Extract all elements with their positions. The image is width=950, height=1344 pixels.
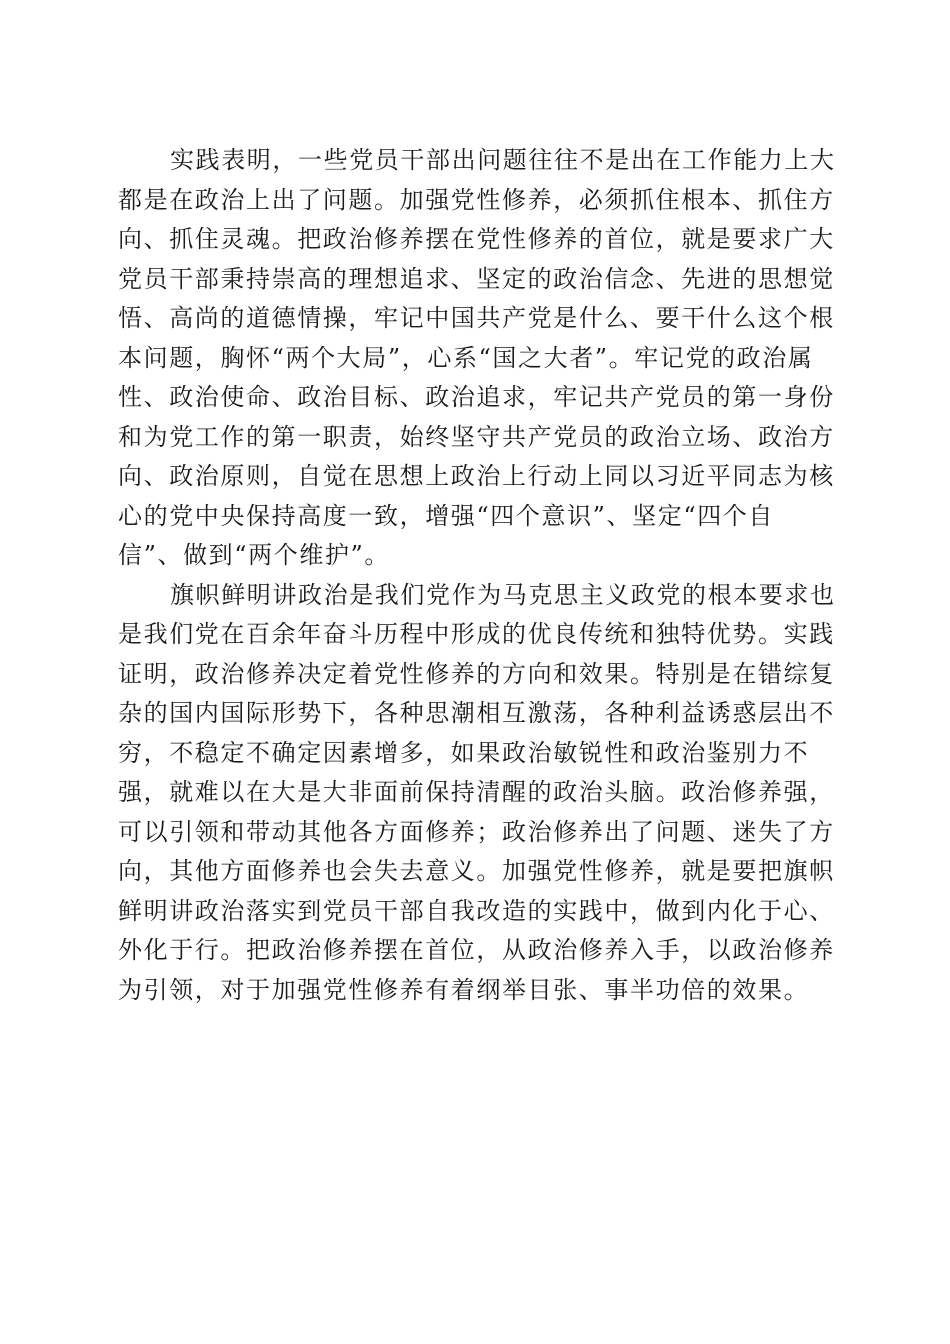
paragraph-2: 旗帜鲜明讲政治是我们党作为马克思主义政党的根本要求也是我们党在百余年奋斗历程中形成的优良传统和独特优势。实践证明，政治修养决定着党性修养的方向和效果。特别是在错综复杂的国内国际形势下，各种思潮相互激荡，各种利益诱惑层出不穷，不稳定不确定因素增多，如果政治敏锐性和政治鉴别力不强，就难以在大是大非面前保持清醒的政治头脑。政治修养强，可以引领和带动其他各方面修养；政治修养出了问题、迷失了方向，其他方面修养也会失去意义。加强党性修养，就是要把旗帜鲜明讲政治落实到党员干部自我改造的实践中，做到内化于心、外化于行。把政治修养摆在首位，从政治修养入手，以政治修养为引领，对于加强党性修养有着纲举目张、事半功倍的效果。	[118, 580, 836, 1004]
document-body	[118, 141, 838, 1010]
paragraph-1: 实践表明，一些党员干部出问题往往不是出在工作能力上大都是在政治上出了问题。加强党性修养，必须抓住根本、抓住方向、抓住灵魂。把政治修养摆在党性修养的首位，就是要求广大党员干部秉持崇高的理想追求、坚定的政治信念、先进的思想觉悟、高尚的道德情操，牢记中国共产党是什么、要干什么这个根本问题，胸怀“两个大局”，心系“国之大者”。牢记党的政治属性、政治使命、政治目标、政治追求，牢记共产党员的第一身份和为党工作的第一职责，始终坚守共产党员的政治立场、政治方向、政治原则，自觉在思想上政治上行动上同以习近平同志为核心的党中央保持高度一致，增强“四个意识”、坚定“四个自信”、做到“两个维护”。	[118, 146, 836, 569]
